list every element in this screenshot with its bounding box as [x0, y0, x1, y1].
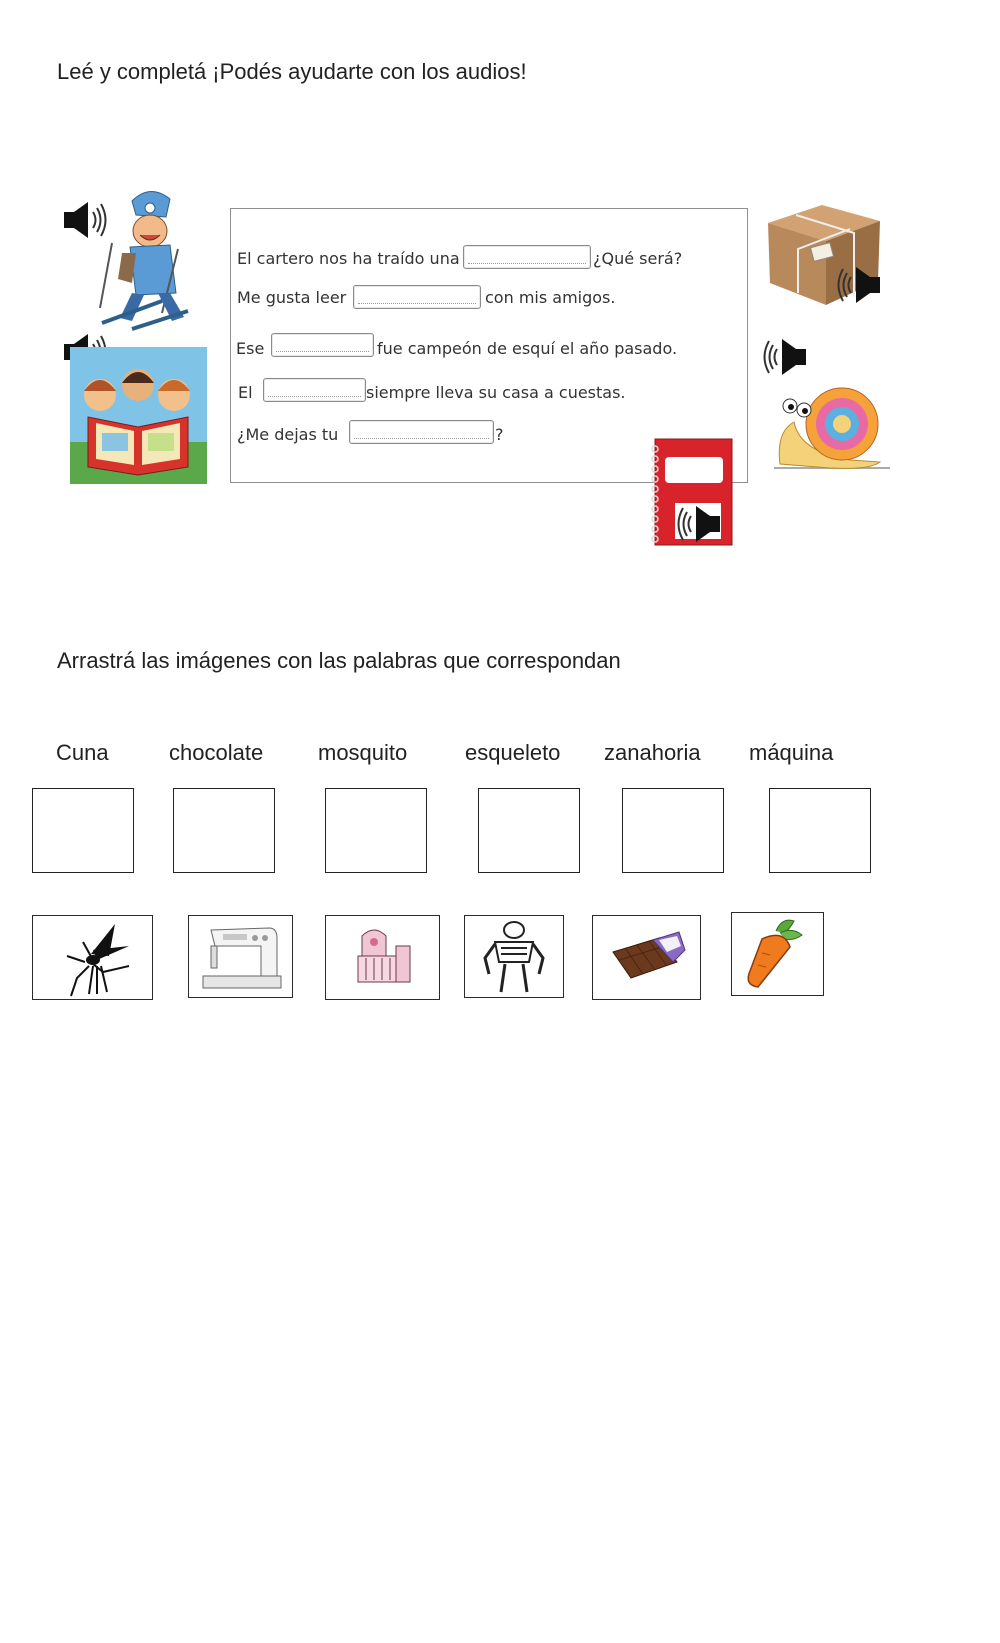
speaker-icon[interactable]: [676, 504, 724, 549]
drop-zone-chocolate[interactable]: [173, 788, 275, 873]
instruction-part1: Leé y completá ¡Podés ayudarte con los audios!: [57, 59, 527, 84]
sentence-2-after: con mis amigos.: [485, 288, 616, 307]
snail-image: [770, 372, 892, 478]
mosquito-card[interactable]: [32, 915, 153, 1000]
sentence-1-before: El cartero nos ha traído una: [237, 249, 460, 268]
drop-zone-maquina[interactable]: [769, 788, 871, 873]
drop-zone-esqueleto[interactable]: [478, 788, 580, 873]
crib-card[interactable]: [325, 915, 440, 1000]
sentence-3-before: Ese: [236, 339, 265, 358]
sentence-4-after: siempre lleva su casa a cuestas.: [366, 383, 626, 402]
mosquito-icon: [33, 916, 152, 999]
word-label: esqueleto: [465, 740, 561, 765]
sentence-1-after: ¿Qué será?: [593, 249, 683, 268]
carrot-card[interactable]: [731, 912, 824, 996]
sentence-5-before: ¿Me dejas tu: [237, 425, 339, 444]
answer-input-3[interactable]: [271, 333, 374, 357]
word-label: Cuna: [56, 740, 109, 765]
chocolate-card[interactable]: [592, 915, 701, 1000]
sentence-5-after: ?: [495, 425, 504, 444]
word-label: máquina: [749, 740, 834, 765]
drop-zone-cuna[interactable]: [32, 788, 134, 873]
chocolate-bar-icon: [593, 916, 700, 999]
drop-zone-mosquito[interactable]: [325, 788, 427, 873]
word-label: zanahoria: [604, 740, 701, 765]
skeleton-icon: [465, 916, 563, 997]
skeleton-card[interactable]: [464, 915, 564, 998]
answer-input-5[interactable]: [349, 420, 494, 444]
crib-icon: [326, 916, 439, 999]
sewing-machine-card[interactable]: [188, 915, 293, 998]
sentence-3-after: fue campeón de esquí el año pasado.: [377, 339, 678, 358]
sentence-4-before: El: [238, 383, 253, 402]
word-label: chocolate: [169, 740, 264, 765]
speaker-icon[interactable]: [836, 265, 884, 310]
instruction-part2: Arrastrá las imágenes con las palabras que correspondan: [57, 648, 621, 673]
word-label: mosquito: [318, 740, 408, 765]
sewing-machine-icon: [189, 916, 292, 997]
carrot-icon: [732, 913, 823, 995]
speaker-icon[interactable]: [60, 200, 108, 245]
sentence-2-before: Me gusta leer: [237, 288, 347, 307]
answer-input-1[interactable]: [463, 245, 591, 269]
answer-input-4[interactable]: [263, 378, 366, 402]
drop-zone-zanahoria[interactable]: [622, 788, 724, 873]
children-reading-image: [70, 347, 207, 484]
answer-input-2[interactable]: [353, 285, 481, 309]
